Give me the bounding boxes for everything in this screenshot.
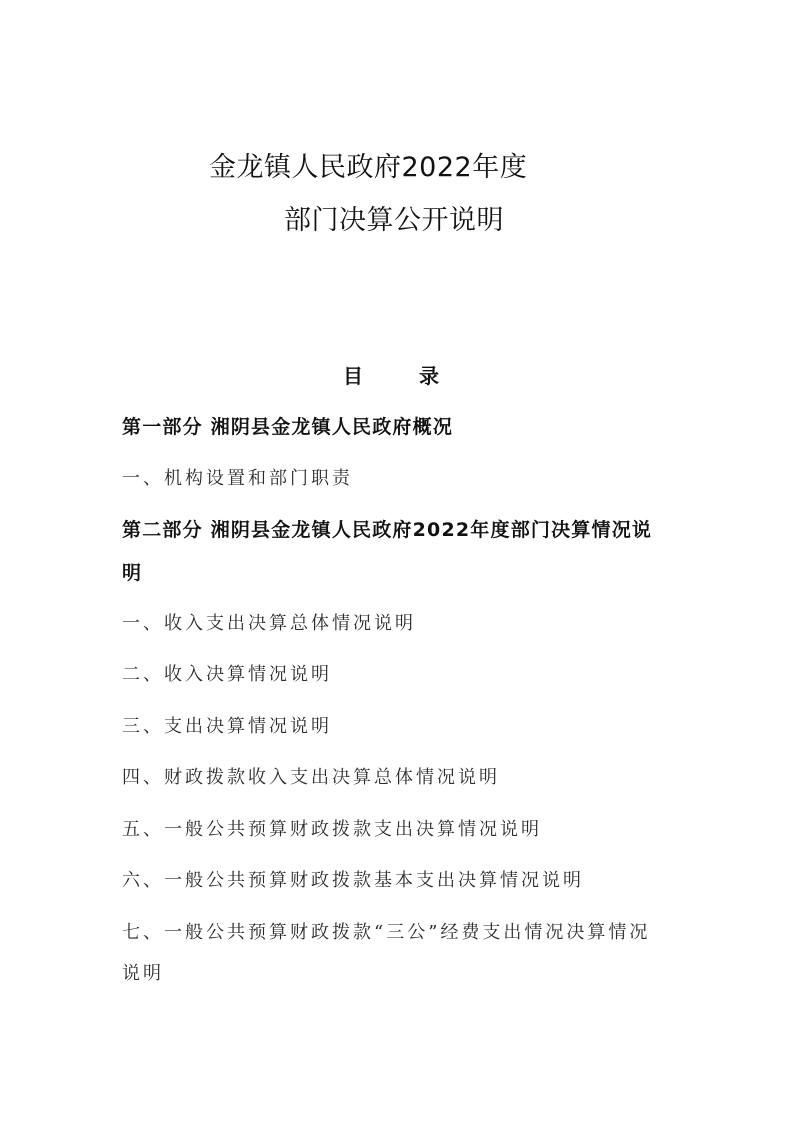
- toc-item: 六、一般公共预算财政拨款基本支出决算情况说明: [122, 870, 584, 891]
- toc-item-continued: 说明: [122, 963, 164, 984]
- toc-item: 三、支出决算情况说明: [122, 716, 332, 737]
- toc-part-2-continued: 明: [122, 562, 143, 584]
- toc-item: 一、机构设置和部门职责: [122, 468, 353, 489]
- document-title-line-2: 部门决算公开说明: [284, 205, 504, 236]
- toc-item: 五、一般公共预算财政拨款支出决算情况说明: [122, 819, 542, 840]
- toc-part-1: 第一部分 湘阴县金龙镇人民政府概况: [122, 416, 454, 438]
- toc-item: 一、收入支出决算总体情况说明: [122, 613, 416, 634]
- toc-item: 二、收入决算情况说明: [122, 664, 332, 685]
- toc-item: 七、一般公共预算财政拨款“三公”经费支出情况决算情况: [122, 922, 651, 943]
- document-title-line-1: 金龙镇人民政府2022年度: [209, 152, 528, 183]
- toc-item: 四、财政拨款收入支出决算总体情况说明: [122, 767, 500, 788]
- toc-heading: [343, 363, 439, 389]
- toc-heading-left: 目: [343, 364, 363, 388]
- toc-heading-right: 录: [419, 364, 439, 388]
- toc-part-2: 第二部分 湘阴县金龙镇人民政府2022年度部门决算情况说: [122, 519, 653, 541]
